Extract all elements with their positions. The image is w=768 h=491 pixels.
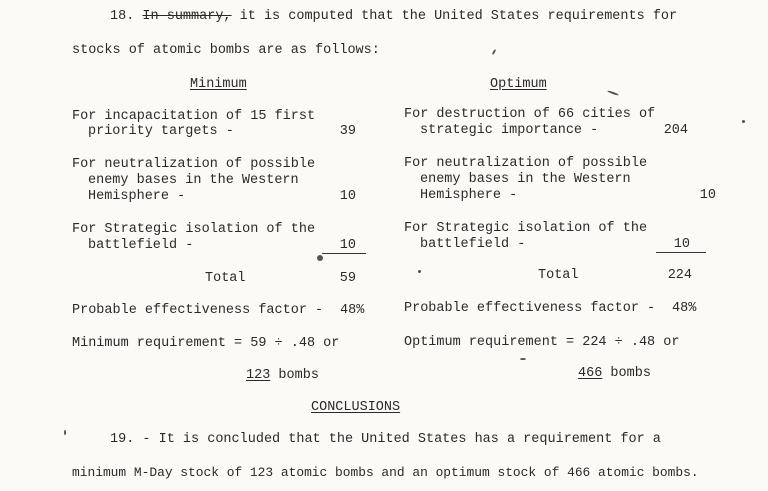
scan-speck xyxy=(64,430,66,435)
paragraph-number: 19. xyxy=(110,432,135,447)
opt-requirement: Optimum requirement = 224 ÷ .48 or xyxy=(404,335,680,350)
minimum-heading: Minimum xyxy=(190,77,247,92)
opt-item3-value: 10 xyxy=(673,237,690,252)
opt-item2-line2: enemy bases in the Western xyxy=(420,172,631,187)
opt-item1-line1: For destruction of 66 cities of xyxy=(404,107,656,122)
struck-lead-text: In summary, xyxy=(142,9,232,24)
scan-speck xyxy=(742,120,745,123)
paragraph-19-line-1: 19. - It is concluded that the United States has a requirement for a xyxy=(110,432,661,447)
opt-factor-label: Probable effectiveness factor - xyxy=(404,301,656,316)
opt-total-label: Total xyxy=(538,268,579,283)
opt-item1-value: 204 xyxy=(663,123,688,138)
paragraph-number: 18. xyxy=(110,9,135,24)
min-item2-value: 10 xyxy=(339,189,356,204)
scan-speck xyxy=(492,49,497,55)
min-bombs-label: bombs xyxy=(270,368,319,383)
paragraph-19-line-2: minimum M-Day stock of 123 atomic bombs and an optimum stock of 466 atomic bombs. xyxy=(72,465,699,480)
min-factor-value: 48% xyxy=(340,303,365,318)
min-item1-line2: priority targets - xyxy=(88,124,234,139)
min-item3-line2: battlefield - xyxy=(88,238,194,253)
opt-bombs xyxy=(578,366,651,382)
paragraph-text: it is computed that the United States requirements for xyxy=(231,9,678,24)
min-factor-label: Probable effectiveness factor - xyxy=(72,303,324,318)
paragraph-18-line-2: stocks of atomic bombs are as follows: xyxy=(72,43,380,58)
opt-item3-line2: battlefield - xyxy=(420,237,526,252)
opt-item2-line3: Hemisphere - xyxy=(420,188,518,203)
min-total-value: 59 xyxy=(339,271,356,286)
opt-item2-value: 10 xyxy=(699,188,716,203)
min-item2-line1: For neutralization of possible xyxy=(72,157,316,172)
min-item1-value: 39 xyxy=(339,124,356,139)
opt-factor-value: 48% xyxy=(672,301,697,316)
opt-item1-line2: strategic importance - xyxy=(420,123,599,138)
min-item3-line1: For Strategic isolation of the xyxy=(72,222,316,237)
conclusions-heading: CONCLUSIONS xyxy=(311,400,401,415)
opt-total-value: 224 xyxy=(667,268,692,283)
scan-speck xyxy=(317,255,323,261)
optimum-heading: Optimum xyxy=(490,77,547,92)
scan-speck xyxy=(520,358,526,360)
opt-bombs-number: 466 xyxy=(578,366,603,381)
opt-item2-line1: For neutralization of possible xyxy=(404,156,648,171)
opt-bombs-label: bombs xyxy=(602,366,651,381)
min-bombs xyxy=(246,368,319,384)
paragraph-18-line-1 xyxy=(110,9,677,25)
min-requirement: Minimum requirement = 59 ÷ .48 or xyxy=(72,336,340,351)
opt-item3-line1: For Strategic isolation of the xyxy=(404,221,648,236)
min-bombs-number: 123 xyxy=(246,368,271,383)
min-total-label: Total xyxy=(205,271,246,286)
min-item1-line1: For incapacitation of 15 first xyxy=(72,109,316,124)
scan-speck xyxy=(418,270,421,273)
min-item3-value: 10 xyxy=(339,238,356,253)
min-item2-line2: enemy bases in the Western xyxy=(88,173,299,188)
min-item2-line3: Hemisphere - xyxy=(88,189,186,204)
scan-speck xyxy=(607,90,619,96)
opt-sum-rule xyxy=(656,252,706,253)
min-sum-rule xyxy=(322,253,366,254)
paragraph-text: It is concluded that the United States has a requirement for a xyxy=(158,432,661,447)
